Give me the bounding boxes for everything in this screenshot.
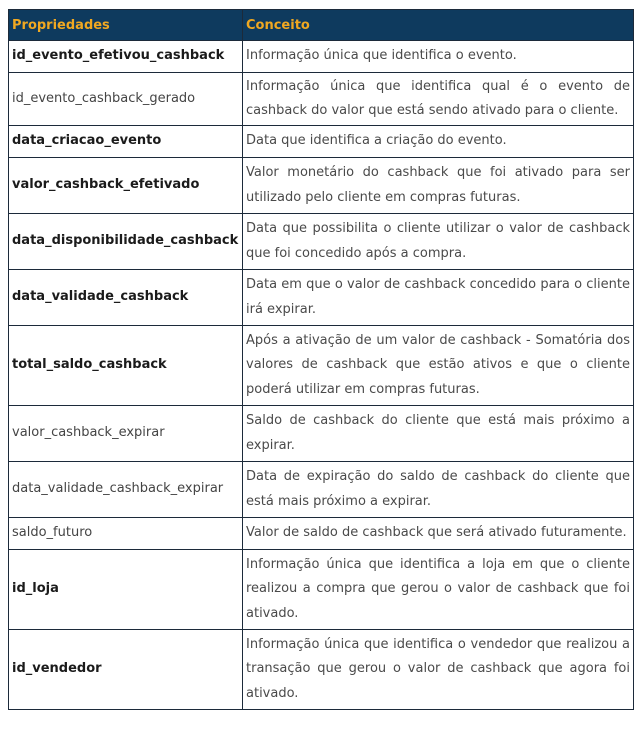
table-row xyxy=(9,406,634,462)
table-row xyxy=(9,550,634,630)
property-name: data_validade_cashback_expirar xyxy=(9,462,243,518)
property-name: data_disponibilidade_cashback xyxy=(9,214,243,270)
header-row xyxy=(9,10,634,41)
table-row xyxy=(9,518,634,550)
property-name: valor_cashback_efetivado xyxy=(9,158,243,214)
table-row xyxy=(9,326,634,406)
header-conceito: Conceito xyxy=(243,10,634,41)
table-row xyxy=(9,158,634,214)
property-name: saldo_futuro xyxy=(9,518,243,550)
header-propriedades: Propriedades xyxy=(9,10,243,41)
property-description: Valor monetário do cashback que foi ativado para ser utilizado pelo cliente em compras futuras. xyxy=(243,158,634,214)
property-description: Data que possibilita o cliente utilizar o valor de cashback que foi concedido após a compra. xyxy=(243,214,634,270)
property-name: data_criacao_evento xyxy=(9,126,243,158)
table-row xyxy=(9,630,634,710)
property-description: Saldo de cashback do cliente que está mais próximo a expirar. xyxy=(243,406,634,462)
table-header xyxy=(9,10,634,41)
table-body xyxy=(9,41,634,710)
property-name: id_loja xyxy=(9,550,243,630)
property-description: Data de expiração do saldo de cashback do cliente que está mais próximo a expirar. xyxy=(243,462,634,518)
property-name: id_vendedor xyxy=(9,630,243,710)
table-row xyxy=(9,73,634,126)
property-description: Informação única que identifica o vendedor que realizou a transação que gerou o valor de cashback que agora foi ativado. xyxy=(243,630,634,710)
property-description: Informação única que identifica o evento. xyxy=(243,41,634,73)
property-name: total_saldo_cashback xyxy=(9,326,243,406)
property-description: Após a ativação de um valor de cashback - Somatória dos valores de cashback que estão ativos e que o cliente poderá utilizar em compras futuras. xyxy=(243,326,634,406)
property-name: data_validade_cashback xyxy=(9,270,243,326)
table-row xyxy=(9,126,634,158)
property-name: id_evento_efetivou_cashback xyxy=(9,41,243,73)
property-description: Valor de saldo de cashback que será ativado futuramente. xyxy=(243,518,634,550)
property-description: Data que identifica a criação do evento. xyxy=(243,126,634,158)
property-name: id_evento_cashback_gerado xyxy=(9,73,243,126)
table-row xyxy=(9,270,634,326)
property-description: Data em que o valor de cashback concedido para o cliente irá expirar. xyxy=(243,270,634,326)
property-name: valor_cashback_expirar xyxy=(9,406,243,462)
table-row xyxy=(9,462,634,518)
property-description: Informação única que identifica qual é o evento de cashback do valor que está sendo ativado para o cliente. xyxy=(243,73,634,126)
property-description: Informação única que identifica a loja em que o cliente realizou a compra que gerou o valor de cashback que foi ativado. xyxy=(243,550,634,630)
table-row xyxy=(9,41,634,73)
table-row xyxy=(9,214,634,270)
properties-table xyxy=(8,9,634,710)
